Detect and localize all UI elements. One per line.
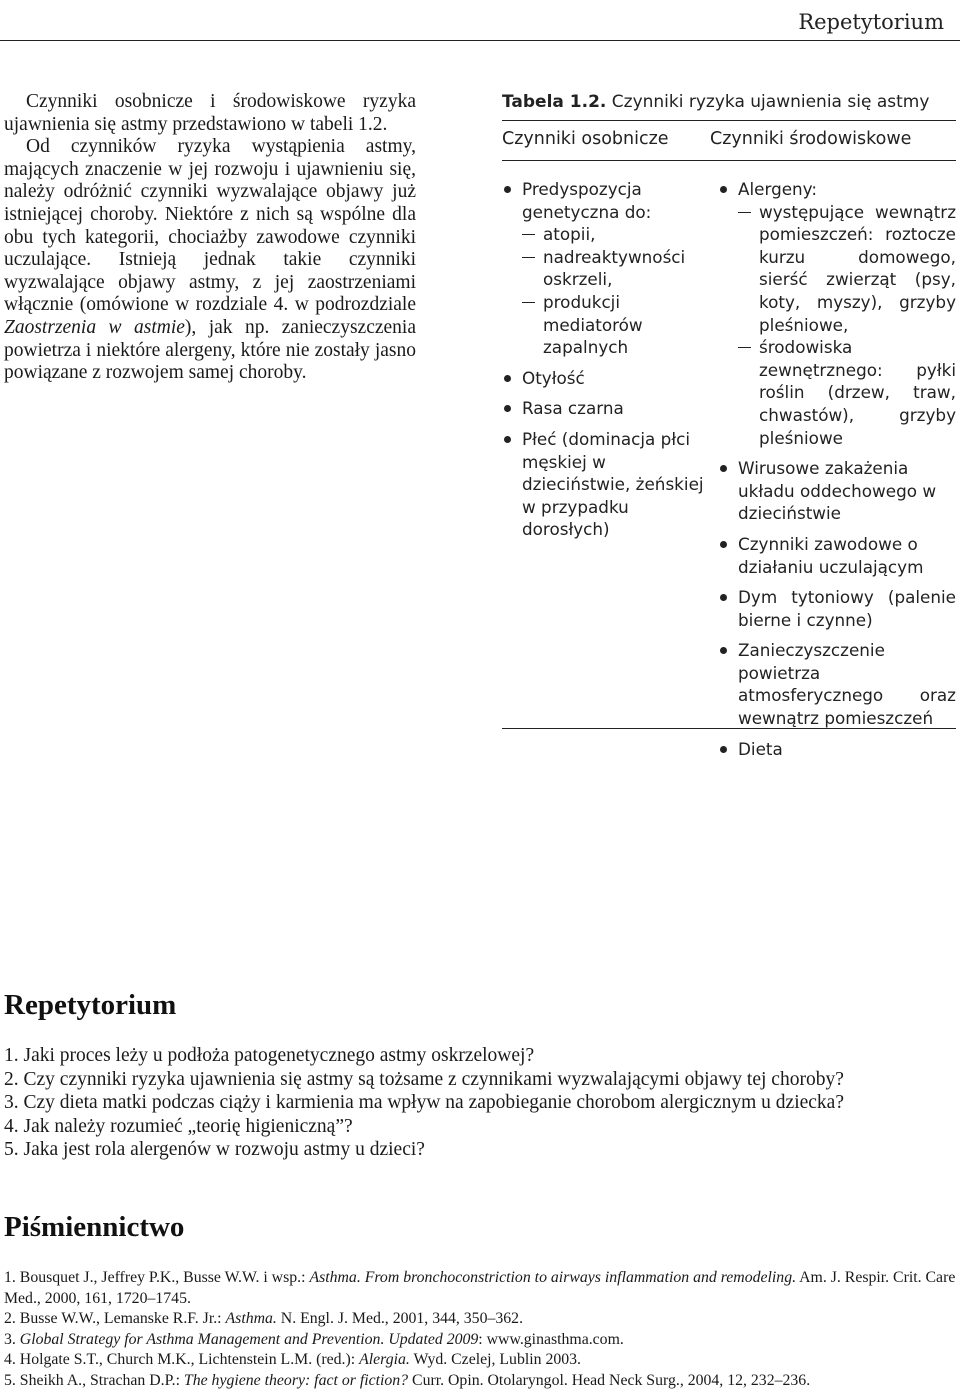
list-item — [718, 586, 956, 631]
bullet-icon — [720, 746, 727, 753]
reference-source: Curr. Opin. Otolaryngol. Head Neck Surg., 2004, 12, 232–236. — [408, 1371, 811, 1389]
reference-title: Global Strategy for Asthma Management and Prevention. Updated 2009 — [19, 1330, 479, 1348]
list-item-label: Dym tytoniowy (palenie bierne i czynne) — [738, 587, 956, 630]
risk-factors-table — [502, 92, 956, 759]
reference-item — [4, 1371, 958, 1392]
table-header-row — [502, 121, 956, 160]
reference-title: The hygiene theory: fact or fiction? — [183, 1371, 409, 1389]
column-header-environmental: Czynniki środowiskowe — [710, 129, 912, 149]
table-body — [502, 161, 956, 759]
list-item — [718, 178, 956, 449]
table-caption — [502, 92, 956, 112]
environmental-factors-list — [718, 178, 956, 760]
list-item-label: Czynniki zawodowe o działaniu uczulającym — [738, 533, 924, 577]
table-label: Tabela 1.2. — [502, 92, 607, 112]
reference-title: Alergia. — [359, 1351, 410, 1369]
sub-list — [738, 201, 956, 450]
reference-title: Asthma. — [225, 1310, 277, 1328]
list-item-label: Płeć (dominacja płci męskiej w dzieciństwie, żeńskiej w przypadku dorosłych) — [522, 428, 704, 540]
sub-list-item — [522, 246, 709, 291]
list-item — [718, 457, 956, 525]
list-item-label: Alergeny: — [738, 179, 818, 199]
question-item: 3. Czy dieta matki podczas ciąży i karmienia ma wpływ na zapobieganie chorobom alergicznym u dziecka? — [4, 1092, 844, 1113]
list-item — [718, 738, 956, 761]
list-item-label: Zanieczyszczenie powietrza atmosferycznego oraz wewnątrz pomieszczeń — [738, 640, 956, 729]
list-item-label: Otyłość — [522, 367, 585, 388]
personal-factors-list — [502, 178, 709, 541]
dash-icon — [522, 257, 535, 258]
table-title: Czynniki ryzyka ujawnienia się astmy — [611, 92, 930, 112]
question-item: 4. Jak należy rozumieć „teorię higieniczną”? — [4, 1115, 353, 1137]
dash-icon — [522, 234, 535, 235]
list-item-label: Predyspozycja genetyczna do: — [522, 179, 652, 222]
references-heading: Piśmiennictwo — [4, 1211, 185, 1243]
bullet-icon — [504, 436, 511, 443]
sub-list — [522, 223, 709, 359]
references-list — [4, 1268, 958, 1392]
chapter-reference: Zaostrzenia w astmie — [4, 316, 185, 338]
intro-paragraph-2-start: Od czynników ryzyka wystąpienia astmy, mających znaczenie w jej rozwoju i ujawnieniu się, należy odróżnić czynniki wyzwalające objawy już istniejącej choroby. Niektóre z nich są wspólne dla obu tych kategorii, chociażby zawodowe czynniki uczulające. Istnieją jednak takie czynniki wyzwalające objawy astmy, z jej zaostrzeniami włącznie (omówione w rozdziale 4. w podrozdziale — [4, 136, 416, 316]
review-questions — [4, 1044, 960, 1162]
reference-authors: 5. Sheikh A., Strachan D.P.: — [4, 1371, 184, 1389]
list-item — [502, 428, 709, 541]
bullet-icon — [720, 541, 727, 548]
bullet-icon — [720, 465, 727, 472]
list-item — [502, 397, 709, 420]
sub-item-label: produkcji mediatorów zapalnych — [543, 291, 643, 358]
list-item-label: Dieta — [738, 738, 783, 759]
intro-paragraph-1: Czynniki osobnicze i środowiskowe ryzyka ujawnienia się astmy przedstawiono w tabeli 1.2. — [4, 91, 416, 135]
sub-list-item — [522, 223, 709, 246]
header-rule — [0, 40, 960, 41]
intro-text — [4, 91, 416, 385]
sub-list-item — [522, 291, 709, 359]
list-item-label: Rasa czarna — [522, 398, 624, 419]
sub-list-item — [738, 336, 956, 449]
intro-paragraph-2-end: ), jak np. zanieczyszczenia powietrza i niektóre alergeny, które nie zostały jasno powiązane z rozwojem samej choroby. — [4, 316, 416, 384]
bullet-icon — [720, 186, 727, 193]
repetytorium-heading: Repetytorium — [4, 989, 177, 1021]
sub-item-label: nadreaktywności oskrzeli, — [543, 246, 686, 290]
reference-source: Wyd. Czelej, Lublin 2003. — [409, 1351, 582, 1369]
sub-item-label: środowiska zewnętrznego: pyłki roślin (drzew, traw, chwastów), grzyby pleśniowe — [759, 337, 956, 448]
bullet-icon — [720, 647, 727, 654]
list-item — [502, 178, 709, 359]
sub-item-label: atopii, — [543, 224, 596, 245]
reference-item — [4, 1268, 958, 1309]
list-item-label: Wirusowe zakażenia układu oddechowego w dzieciństwie — [738, 458, 937, 524]
reference-item — [4, 1350, 958, 1371]
list-item — [718, 639, 956, 729]
dash-icon — [522, 302, 535, 303]
dash-icon — [738, 347, 751, 348]
reference-source: N. Engl. J. Med., 2001, 344, 350–362. — [276, 1310, 524, 1328]
question-item: 2. Czy czynniki ryzyka ujawnienia się astmy są tożsame z czynnikami wyzwalającymi objawy tej choroby? — [4, 1068, 844, 1090]
reference-authors: 2. Busse W.W., Lemanske R.F. Jr.: — [4, 1310, 226, 1328]
running-head: Repetytorium — [798, 10, 944, 34]
reference-authors: 1. Bousquet J., Jeffrey P.K., Busse W.W. i wsp.: — [4, 1269, 310, 1286]
reference-authors: 4. Holgate S.T., Church M.K., Lichtenstein L.M. (red.): — [4, 1351, 360, 1369]
environmental-factors-column — [717, 178, 956, 759]
bullet-icon — [720, 594, 727, 601]
question-item: 5. Jaka jest rola alergenów w rozwoju astmy u dzieci? — [4, 1139, 425, 1160]
intro-paragraph-2 — [4, 136, 416, 385]
list-item — [718, 533, 956, 578]
reference-source: Am. J. Respir. Crit. Care Med., 2000, 161, 1720–1745. — [4, 1269, 956, 1307]
dash-icon — [738, 212, 751, 213]
reference-authors: 3. — [4, 1330, 20, 1348]
bullet-icon — [504, 186, 511, 193]
list-item — [502, 367, 709, 390]
reference-source: : www.ginasthma.com. — [478, 1330, 624, 1348]
sub-list-item — [738, 201, 956, 337]
bullet-icon — [504, 375, 511, 382]
sub-item-label: występujące wewnątrz pomieszczeń: roztocze kurzu domowego, sierść zwierząt (psy, koty, myszy), grzyby pleśniowe, — [759, 201, 956, 335]
personal-factors-column — [502, 178, 717, 718]
bullet-icon — [504, 405, 511, 412]
column-header-personal: Czynniki osobnicze — [502, 129, 669, 149]
reference-item — [4, 1330, 958, 1351]
question-item: 1. Jaki proces leży u podłoża patogenetycznego astmy oskrzelowej? — [4, 1045, 535, 1066]
reference-title: Asthma. From bronchoconstriction to airways inflammation and remodeling. — [309, 1269, 797, 1286]
reference-item — [4, 1309, 958, 1330]
